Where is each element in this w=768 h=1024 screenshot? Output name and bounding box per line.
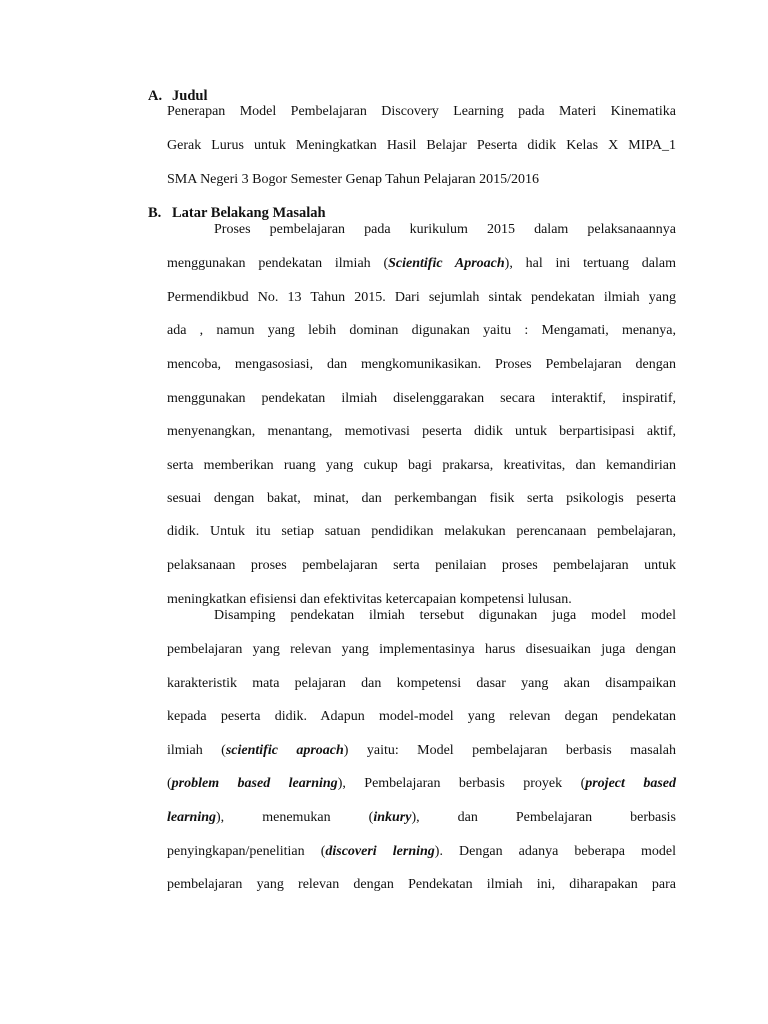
- section-a-number: A.: [148, 88, 163, 104]
- section-b-number: B.: [148, 205, 162, 221]
- p1-line-8: serta memberikan ruang yang cukup bagi prakarsa, kreativitas, dan kemandirian: [167, 458, 676, 473]
- p2-line-6-emphasis-2: project based: [585, 776, 676, 791]
- p1-line-6: menggunakan pendekatan ilmiah diselenggarakan secara interaktif, inspiratif,: [167, 391, 676, 406]
- p1-line-10: didik. Untuk itu setiap satuan pendidikan melakukan perencanaan pembelajaran,: [167, 524, 676, 539]
- p2-line-8: [167, 844, 676, 860]
- p1-line-9: sesuai dengan bakat, minat, dan perkembangan fisik serta psikologis peserta: [167, 491, 676, 506]
- p1-line-7: menyenangkan, menantang, memotivasi peserta didik untuk berpartisipasi aktif,: [167, 424, 676, 439]
- p2-line-7-emphasis-1: learning: [167, 810, 217, 825]
- p2-line-7-emphasis-2: inkury: [373, 810, 412, 825]
- p2-line-6-emphasis-1: problem based learning: [171, 776, 338, 791]
- p2-line-8-c: ). Dengan adanya beberapa model: [434, 844, 676, 859]
- p2-line-7-d: ), dan Pembelajaran berbasis: [411, 810, 676, 825]
- p2-line-8-emphasis: discoveri lerning: [325, 844, 435, 859]
- p2-line-6-c: ), Pembelajaran berbasis proyek (: [337, 776, 586, 791]
- p2-line-5: [167, 743, 676, 759]
- p1-line-4: ada , namun yang lebih dominan digunakan yaitu : Mengamati, menanya,: [167, 323, 676, 338]
- p2-line-5-c: ) yaitu: Model pembelajaran berbasis masalah: [343, 743, 677, 758]
- p1-line-2-emphasis: Scientific Aproach: [388, 256, 505, 271]
- p2-line-1: Disamping pendekatan ilmiah tersebut digunakan juga model model: [214, 608, 676, 623]
- p2-line-7-b: ), menemukan (: [216, 810, 374, 825]
- title-line-2: Gerak Lurus untuk Meningkatkan Hasil Belajar Peserta didik Kelas X MIPA_1: [167, 138, 676, 153]
- p1-line-1: Proses pembelajaran pada kurikulum 2015 dalam pelaksanaannya: [214, 222, 676, 237]
- p1-line-5: mencoba, mengasosiasi, dan mengkomunikasikan. Proses Pembelajaran dengan: [167, 357, 676, 372]
- title-line-3: SMA Negeri 3 Bogor Semester Genap Tahun Pelajaran 2015/2016: [167, 172, 540, 187]
- section-a-heading: [148, 88, 207, 105]
- p2-line-5-a: ilmiah (: [167, 743, 226, 758]
- p1-line-3: Permendikbud No. 13 Tahun 2015. Dari sejumlah sintak pendekatan ilmiah yang: [167, 290, 676, 305]
- section-a-title: Judul: [172, 88, 208, 104]
- section-b-heading: [148, 205, 326, 222]
- title-line-1: Penerapan Model Pembelajaran Discovery Learning pada Materi Kinematika: [167, 104, 676, 119]
- p2-line-3: karakteristik mata pelajaran dan kompetensi dasar yang akan disampaikan: [167, 676, 676, 691]
- p2-line-6: [167, 776, 676, 792]
- p2-line-7: [167, 810, 676, 826]
- p1-line-11: pelaksanaan proses pembelajaran serta penilaian proses pembelajaran untuk: [167, 558, 676, 573]
- p2-line-9: pembelajaran yang relevan dengan Pendekatan ilmiah ini, diharapakan para: [167, 877, 676, 892]
- p1-line-2-c: ), hal ini tertuang dalam: [504, 256, 677, 271]
- p2-line-5-emphasis: scientific aproach: [225, 743, 344, 758]
- p2-line-2: pembelajaran yang relevan yang implementasinya harus disesuaikan juga dengan: [167, 642, 676, 657]
- p2-line-8-a: penyingkapan/penelitian (: [167, 844, 326, 859]
- p1-line-2: [167, 256, 676, 272]
- p1-line-12: meningkatkan efisiensi dan efektivitas ketercapaian kompetensi lulusan.: [167, 592, 572, 607]
- p1-line-2-a: menggunakan pendekatan ilmiah (: [167, 256, 389, 271]
- section-b-title: Latar Belakang Masalah: [172, 205, 326, 221]
- p2-line-6-a: (: [167, 776, 172, 791]
- p2-line-4: kepada peserta didik. Adapun model-model yang relevan degan pendekatan: [167, 709, 676, 724]
